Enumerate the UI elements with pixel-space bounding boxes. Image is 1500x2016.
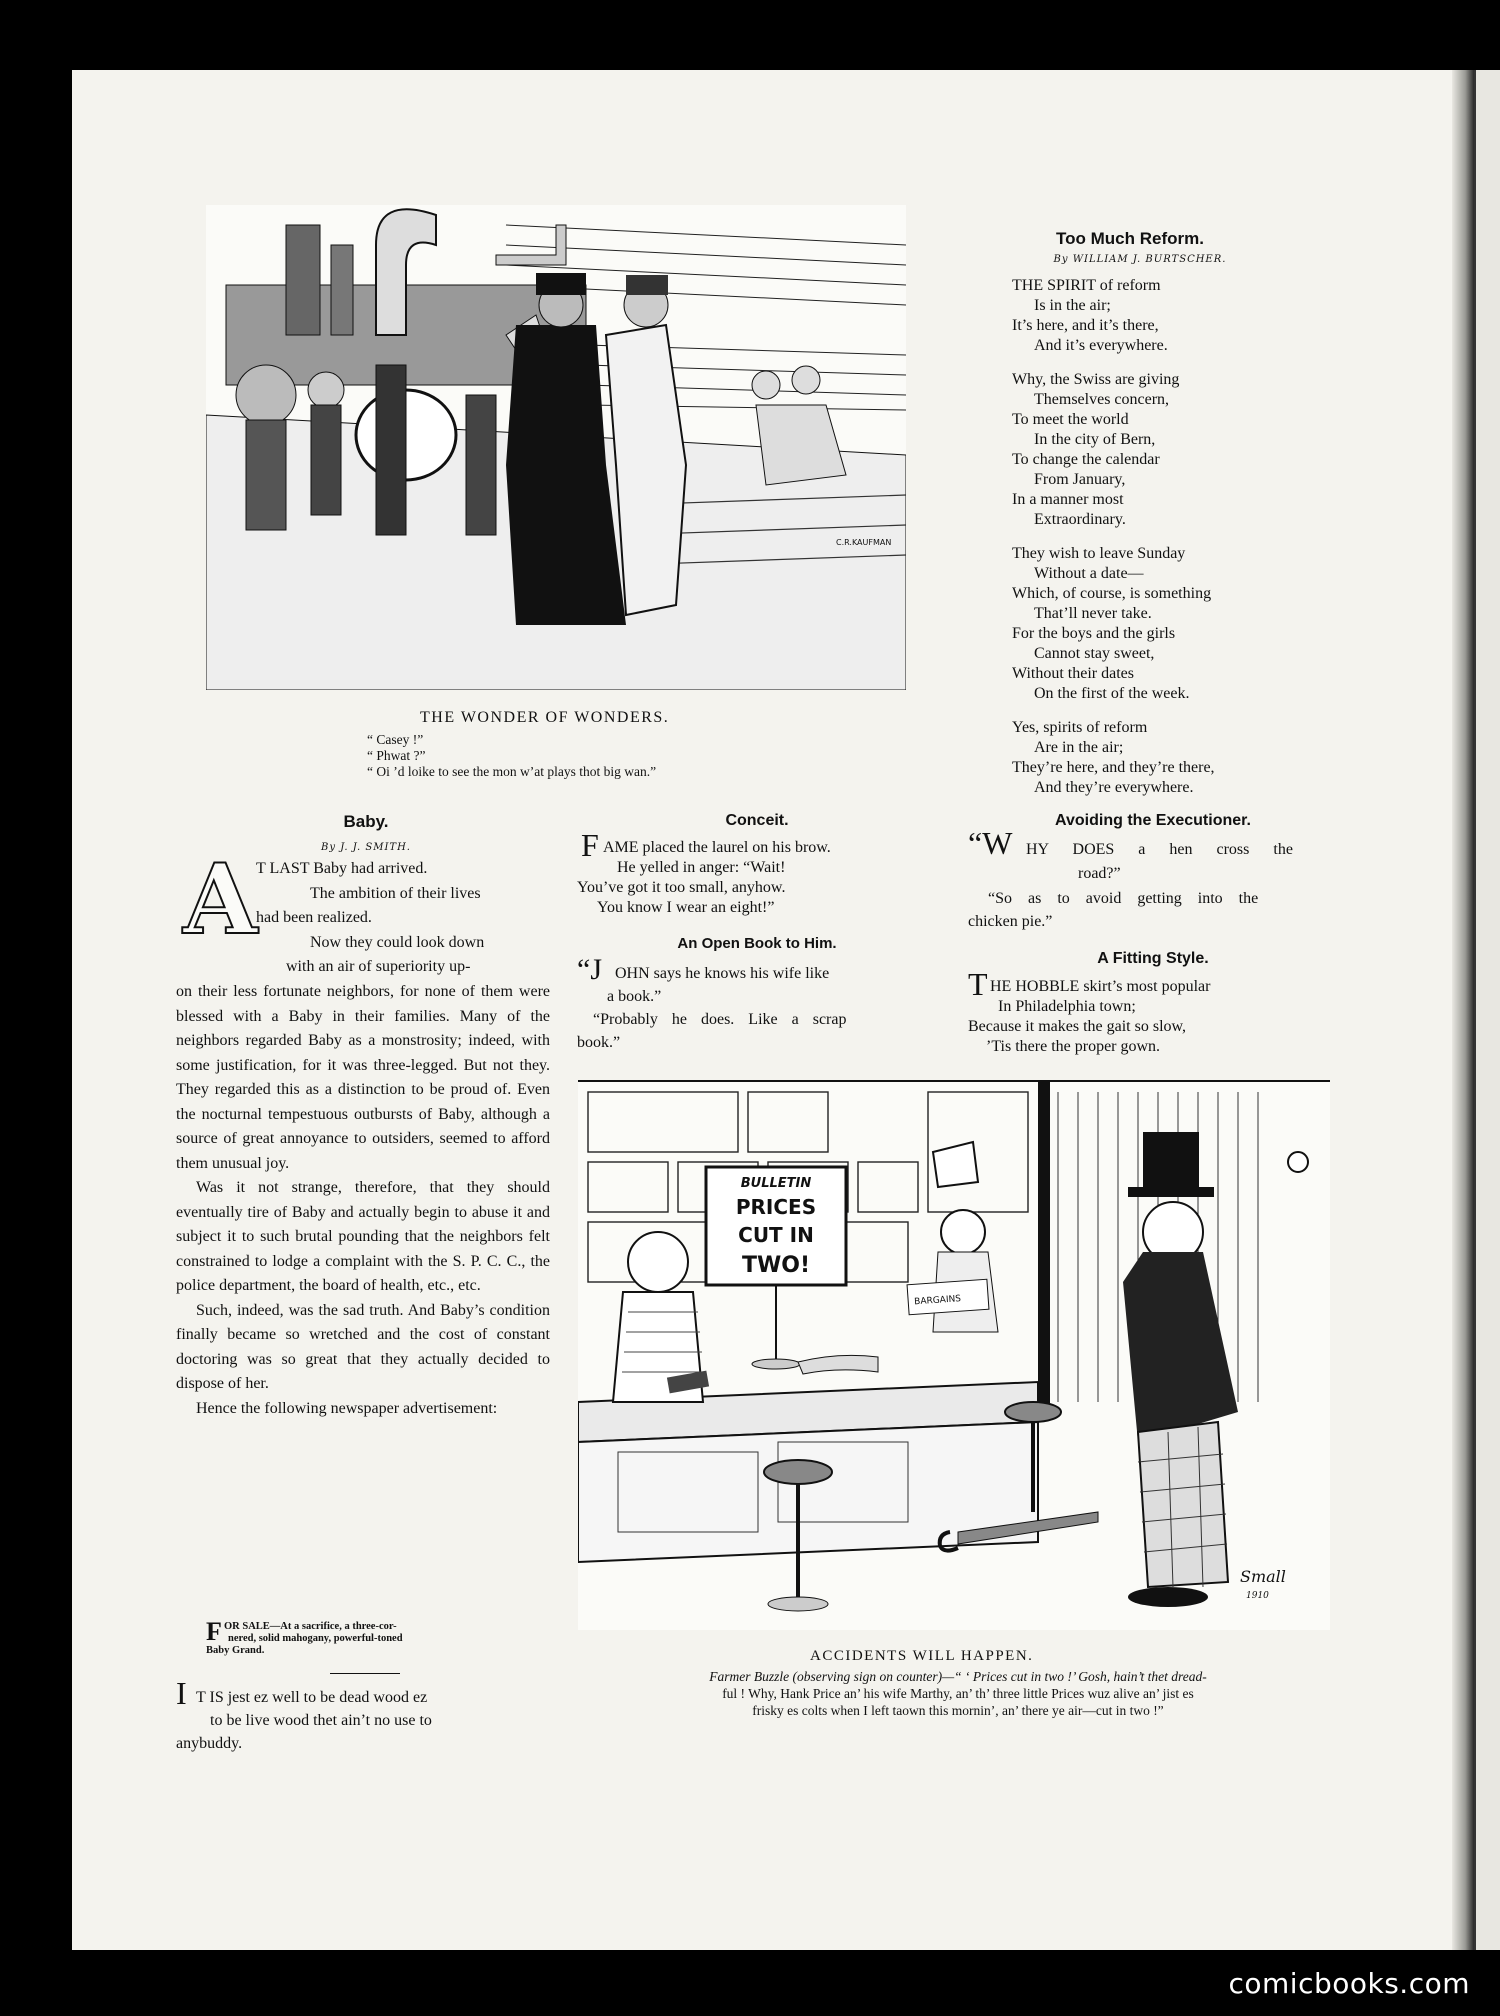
fitting-style-line: ’Tis there the proper gown. (986, 1038, 1161, 1055)
executioner-line: chicken pie.” (968, 913, 1053, 930)
poem-stanza (1012, 544, 1312, 704)
executioner-cap: “W (968, 825, 1013, 861)
prices-sign-line: PRICES (735, 1195, 817, 1219)
baby-lead-line: with an air of superiority up- (286, 958, 471, 975)
executioner-line: HY DOES a hen cross the (1026, 841, 1293, 858)
poem-stanza (1012, 370, 1312, 530)
open-book-cap: “J (577, 953, 602, 986)
poem-line: Yes, spirits of reform (1012, 719, 1148, 736)
executioner-line: “So as to avoid getting into the (988, 890, 1259, 907)
poem-byline: By WILLIAM J. BURTSCHER. (1053, 254, 1227, 265)
dead-wood-line: T IS jest ez well to be dead wood ez (196, 1689, 428, 1706)
poem-stanza (1012, 718, 1312, 798)
site-watermark: comicbooks.com (1228, 1967, 1470, 2000)
dead-wood-line: to be live wood thet ain’t no use to (210, 1712, 432, 1729)
baby-paragraph: Such, indeed, was the sad truth. And Baby’s condition finally became so wretched and the cost of constant doctoring was so great that they actually decided to dispose of her. (176, 1301, 550, 1392)
poem-body (1012, 276, 1312, 812)
bargains-box-label: BARGAINS (913, 1294, 962, 1308)
ship-deck-drawing (206, 205, 906, 690)
conceit-line: AME placed the laurel on his brow. (603, 839, 831, 856)
prices-sign-line: TWO! (741, 1253, 811, 1278)
for-sale-line: OR SALE—At a sacrifice, a three-cor- (224, 1621, 397, 1632)
poem-line: Are in the air; (1034, 739, 1124, 756)
open-book-body (577, 953, 937, 1054)
facing-page-edge (1474, 70, 1500, 1950)
for-sale-cap: F (206, 1617, 222, 1646)
poem-line: Cannot stay sweet, (1034, 645, 1155, 662)
fitting-style-line: Because it makes the gait so slow, (968, 1018, 1187, 1035)
ship-deck-illustration (206, 205, 906, 690)
dead-wood-item (176, 1675, 550, 1755)
baby-lead-line: Now they could look down (310, 933, 485, 951)
poem-line: THE SPIRIT of reform (1012, 277, 1161, 294)
wonder-caption-dialogue (367, 732, 656, 780)
conceit-title: Conceit. (725, 812, 789, 829)
baby-paragraph: Was it not strange, therefore, that they should eventually tire of Baby and actually begin to abuse it and subject it to such brutal pounding that the neighbors felt constrained to lodge a complaint with the S. P. C. C., the police department, the board of health, etc., etc. (176, 1179, 550, 1294)
caption-line: “ Casey !” (367, 732, 424, 747)
poem-line: Which, of course, is something (1012, 585, 1212, 602)
poem-line: To meet the world (1012, 411, 1129, 428)
baby-paragraph: Hence the following newspaper advertisement: (196, 1399, 498, 1417)
baby-dropcap: A (183, 843, 258, 956)
poem-line: And it’s everywhere. (1034, 337, 1168, 354)
accidents-caption-line: frisky es colts when I left taown this mornin’, an’ there ye air—cut in two !” (752, 1703, 1164, 1718)
poem-line: That’ll never take. (1034, 605, 1152, 622)
baby-paragraph: on their less fortunate neighbors, for none of them were blessed with a Baby in their families. Many of the neighbors regarded Baby as a monstrosity; indeed, with some justification, for it was three-legged. But not they. They regarded this as a distinction to be proud of. Even the nocturnal tempestuous outbursts of Baby, although a source of great annoyance to outsiders, seemed to afford them unusual joy. (176, 983, 550, 1172)
poem-line: Themselves concern, (1034, 391, 1170, 408)
poem-line: Is in the air; (1034, 297, 1111, 314)
poem-line: In the city of Bern, (1034, 431, 1156, 448)
poem-title: Too Much Reform. (1056, 229, 1204, 248)
poem-line: In a manner most (1012, 491, 1124, 508)
for-sale-line: nered, solid mahogany, powerful-toned (228, 1633, 403, 1644)
illustration-signature: C.R.KAUFMAN (836, 538, 892, 547)
baby-body (176, 980, 550, 1421)
baby-byline: By J. J. SMITH. (321, 842, 411, 853)
bulletin-sign-header: BULLETIN (740, 1176, 812, 1191)
baby-lead (256, 857, 550, 980)
store-counter-illustration (578, 1082, 1330, 1630)
accidents-caption-line: ful ! Why, Hank Price an’ his wife Marthy, an’ th’ three little Prices wuz alive an’ jist es (722, 1686, 1194, 1701)
fitting-style-body (968, 966, 1338, 1057)
dead-wood-cap: I (176, 1675, 187, 1711)
fitting-style-line: HE HOBBLE skirt’s most popular (990, 978, 1211, 995)
column-divider (330, 1673, 400, 1674)
conceit-body (577, 827, 937, 918)
poem-line: Without a date— (1034, 565, 1144, 582)
baby-lead-line: The ambition of their lives (310, 884, 481, 902)
prices-sign-line: CUT IN (738, 1223, 814, 1247)
conceit-line: He yelled in anger: “Wait! (617, 859, 786, 876)
conceit-cap: F (581, 827, 599, 863)
poem-line: Extraordinary. (1034, 511, 1126, 528)
fitting-style-line: In Philadelphia town; (998, 998, 1136, 1015)
cartoonist-signature-year: 1910 (1246, 1591, 1269, 1601)
store-counter-drawing (578, 1082, 1330, 1630)
dead-wood-line: anybuddy. (176, 1735, 243, 1752)
caption-line: “ Oi ’d loike to see the mon w’at plays thot big wan.” (367, 764, 657, 779)
poem-line: And they’re everywhere. (1034, 779, 1194, 796)
poem-line: Why, the Swiss are giving (1012, 371, 1180, 388)
page-spine (1452, 70, 1474, 1950)
open-book-title: An Open Book to Him. (677, 935, 837, 952)
cartoonist-signature: Small (1240, 1567, 1286, 1586)
poem-stanza (1012, 276, 1312, 356)
fitting-style-cap: T (968, 966, 988, 1002)
poem-line: On the first of the week. (1034, 685, 1190, 702)
conceit-line: You’ve got it too small, anyhow. (577, 879, 786, 896)
executioner-line: road?” (1078, 865, 1121, 882)
open-book-line: book.” (577, 1034, 621, 1051)
open-book-line: a book.” (607, 988, 662, 1005)
conceit-line: You know I wear an eight!” (597, 899, 775, 916)
poem-line: They’re here, and they’re there, (1012, 759, 1215, 776)
for-sale-line: Baby Grand. (206, 1645, 265, 1656)
wonder-caption-title: THE WONDER OF WONDERS. (420, 709, 670, 726)
poem-line: It’s here, and it’s there, (1012, 317, 1159, 334)
executioner-body (968, 825, 1338, 933)
poem-line: They wish to leave Sunday (1012, 545, 1186, 562)
caption-line: “ Phwat ?” (367, 748, 426, 763)
open-book-line: “Probably he does. Like a scrap (593, 1011, 847, 1028)
open-book-line: OHN says he knows his wife like (615, 965, 830, 982)
poem-line: To change the calendar (1012, 451, 1160, 468)
accidents-caption (590, 1668, 1326, 1719)
executioner-title: Avoiding the Executioner. (1055, 812, 1251, 829)
poem-line: Without their dates (1012, 665, 1134, 682)
baby-lead-line: had been realized. (256, 909, 372, 926)
baby-title: Baby. (343, 812, 389, 831)
fitting-style-title: A Fitting Style. (1097, 950, 1209, 967)
baby-lead-line: T LAST Baby had arrived. (256, 860, 428, 877)
accidents-caption-title: ACCIDENTS WILL HAPPEN. (810, 1648, 1034, 1664)
poem-line: From January, (1034, 471, 1126, 488)
poem-line: For the boys and the girls (1012, 625, 1176, 642)
accidents-caption-line: Farmer Buzzle (observing sign on counter)—“ ‘ Prices cut in two !’ Gosh, hain’t thet dread- (709, 1669, 1207, 1684)
